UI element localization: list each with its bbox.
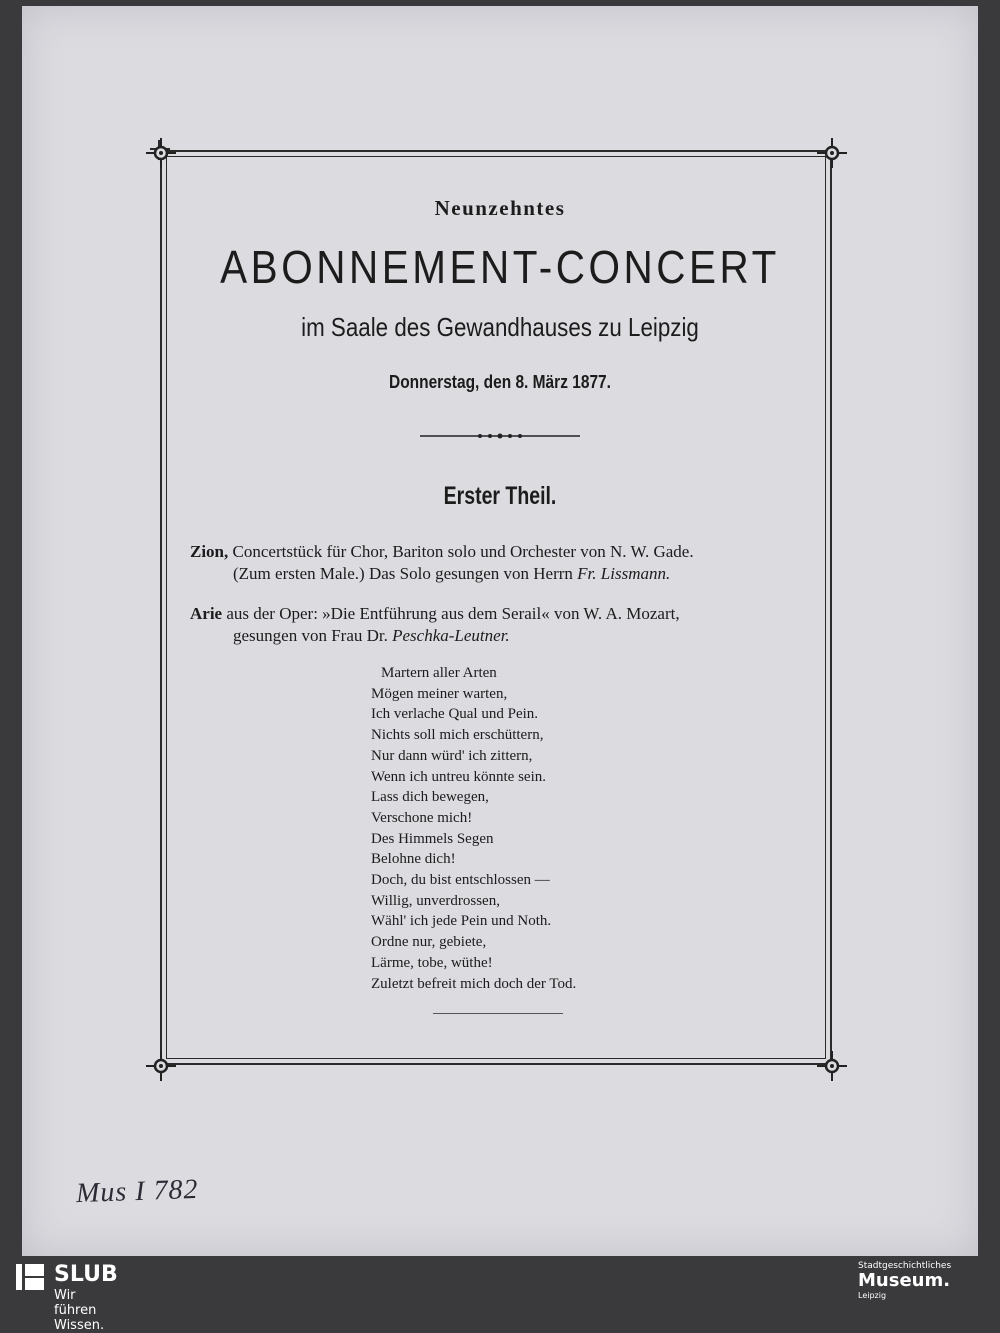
corner-ornament-icon — [817, 1051, 847, 1081]
slub-logo-icon — [16, 1264, 44, 1290]
corner-ornament-icon — [817, 138, 847, 168]
program-item-arie — [190, 604, 680, 624]
program-item-description: aus der Oper: »Die Entführung aus dem Serail« von W. A. Mozart, — [222, 604, 680, 623]
aria-lyrics — [371, 663, 576, 994]
program-item-description: Concertstück für Chor, Bariton solo und Orchester von N. W. Gade. — [228, 542, 694, 561]
lyric-line: Ich verlache Qual und Pein. — [371, 706, 539, 723]
lyric-line: Zuletzt befreit mich doch der Tod. — [371, 975, 577, 992]
lyric-line: Verschone mich! — [371, 809, 473, 826]
lyric-line: Ordne nur, gebiete, — [371, 934, 487, 951]
concert-date: Donnerstag, den 8. März 1877. — [389, 372, 611, 392]
divider-ornament-icon — [420, 431, 580, 441]
lyric-line: Lass dich bewegen, — [371, 789, 489, 806]
program-item-title: Arie — [190, 604, 223, 623]
program-item-note: (Zum ersten Male.) Das Solo gesungen von Herrn — [233, 564, 578, 583]
shelfmark-handwritten: Mus I 782 — [75, 1173, 200, 1210]
corner-ornament-icon — [146, 138, 176, 168]
museum-logo-prefix: Stadtgeschichtliches — [858, 1261, 952, 1271]
lyric-line: Lärme, tobe, wüthe! — [371, 954, 493, 971]
performer-name: Fr. Lissmann. — [577, 564, 671, 583]
museum-logo-name: Museum. — [858, 1270, 951, 1291]
concert-venue: im Saale des Gewandhauses zu Leipzig — [301, 312, 699, 342]
lyric-line: Willig, unverdrossen, — [371, 892, 500, 909]
program-item-title: Zion, — [190, 542, 229, 561]
program-item-note: gesungen von Frau Dr. — [233, 626, 393, 645]
lyric-line: Belohne dich! — [371, 851, 456, 868]
lyric-line: Wenn ich untreu könnte sein. — [371, 768, 546, 785]
program-item-zion-detail — [233, 564, 670, 584]
slub-name: SLUB — [54, 1262, 118, 1287]
lyric-line: Mögen meiner warten, — [371, 685, 508, 702]
lyric-line: Nichts soll mich erschüttern, — [371, 727, 544, 744]
lyric-line: Wähl' ich jede Pein und Noth. — [371, 913, 552, 930]
program-item-arie-detail — [233, 626, 510, 646]
lyric-line: Nur dann würd' ich zittern, — [371, 747, 533, 764]
corner-ornament-icon — [146, 1051, 176, 1081]
slub-tagline: Wir führen Wissen. — [54, 1288, 105, 1333]
lyric-line: Des Himmels Segen — [371, 830, 494, 847]
performer-name: Peschka-Leutner. — [392, 626, 510, 645]
lyric-line: Doch, du bist entschlossen — — [371, 872, 550, 889]
program-item-zion — [190, 542, 694, 562]
lyric-line: Martern aller Arten — [381, 665, 497, 681]
concert-number: Neunzehntes — [434, 196, 566, 220]
museum-logo[interactable] — [858, 1261, 988, 1300]
concert-title: ABONNEMENT-CONCERT — [220, 241, 780, 293]
divider-line — [433, 1013, 563, 1014]
museum-logo-city: Leipzig — [858, 1291, 887, 1300]
section-title: Erster Theil. — [443, 482, 557, 510]
